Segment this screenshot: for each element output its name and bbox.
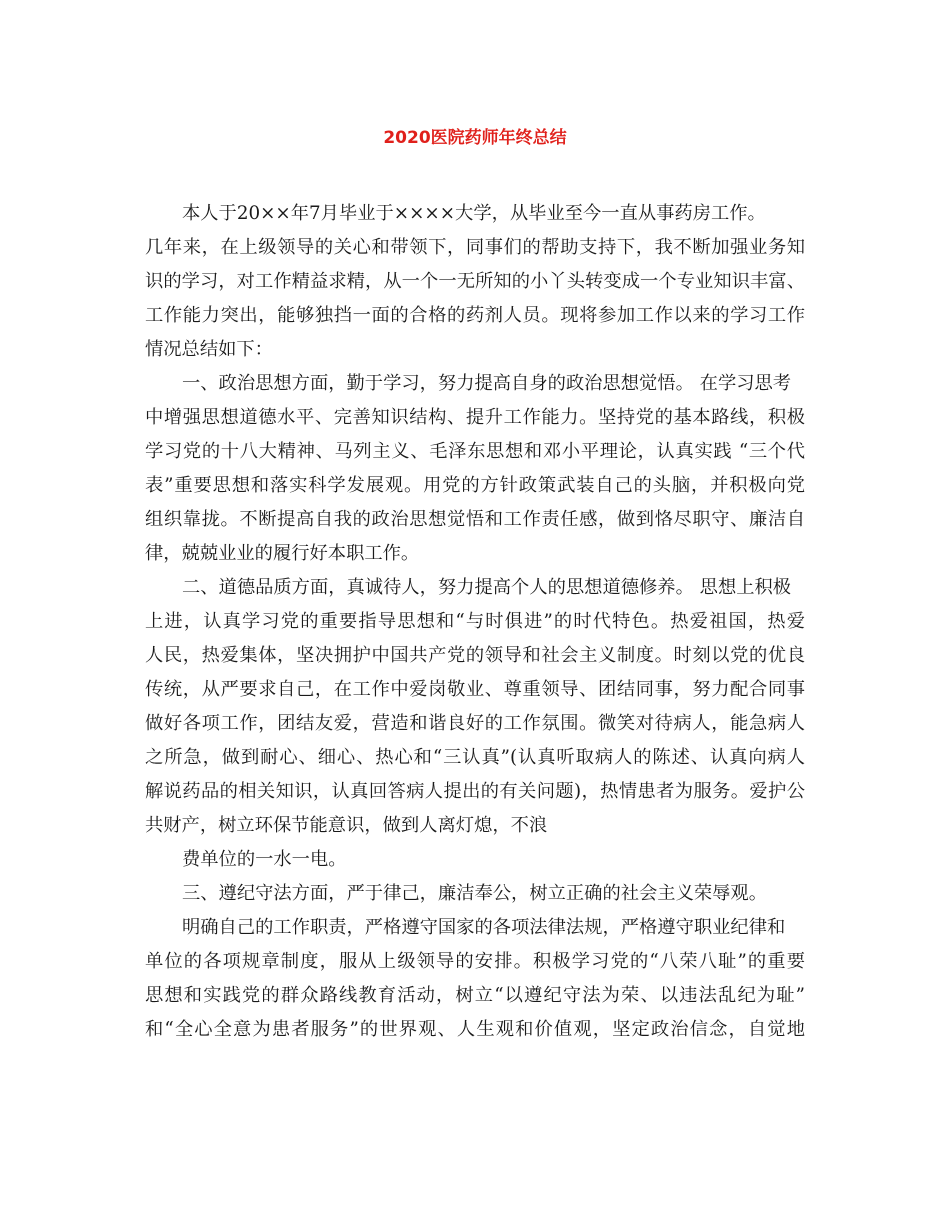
paragraph-line: 单位的各项规章制度，服从上级领导的安排。积极学习党的“八荣八耻”的重要 (145, 951, 805, 972)
paragraph-line: 二、道德品质方面，真诚待人，努力提高个人的思想道德修养。 思想上积极 (182, 577, 792, 598)
paragraph-line: 识的学习，对工作精益求精，从一个一无所知的小丫头转变成一个专业知识丰富、 (145, 271, 805, 292)
paragraph-line: 上进，认真学习党的重要指导思想和“与时俱进”的时代特色。热爱祖国，热爱 (145, 611, 805, 632)
paragraph-line: 人民，热爱集体，坚决拥护中国共产党的领导和社会主义制度。时刻以党的优良 (145, 645, 805, 666)
paragraph-line: 做好各项工作，团结友爱，营造和谐良好的工作氛围。微笑对待病人，能急病人 (145, 713, 805, 734)
paragraph-line: 中增强思想道德水平、完善知识结构、提升工作能力。坚持党的基本路线，积极 (145, 407, 805, 428)
paragraph-line: 思想和实践党的群众路线教育活动，树立“以遵纪守法为荣、以违法乱纪为耻” (145, 985, 805, 1006)
paragraph-line: 表”重要思想和落实科学发展观。用党的方针政策武装自己的头脑，并积极向党 (145, 475, 805, 496)
paragraph-line: 几年来，在上级领导的关心和带领下，同事们的帮助支持下，我不断加强业务知 (145, 237, 805, 258)
paragraph-line: 本人于20××年7月毕业于××××大学，从毕业至今一直从事药房工作。 (182, 203, 766, 224)
paragraph-line: 一、政治思想方面，勤于学习，努力提高自身的政治思想觉悟。 在学习思考 (182, 373, 792, 394)
paragraph-line: 情况总结如下： (145, 339, 273, 360)
document-body (145, 197, 805, 1047)
paragraph-line: 共财产，树立环保节能意识，做到人离灯熄，不浪 (145, 815, 548, 836)
paragraph-line: 明确自己的工作职责，严格遵守国家的各项法律法规，严格遵守职业纪律和 (182, 917, 786, 938)
paragraph-line: 组织靠拢。不断提高自我的政治思想觉悟和工作责任感，做到恪尽职守、廉洁自 (145, 509, 805, 530)
paragraph-line: 之所急，做到耐心、细心、热心和“三认真”(认真听取病人的陈述、认真向病人 (145, 747, 805, 768)
document-title: 2020医院药师年终总结 (383, 128, 567, 148)
paragraph-line: 律，兢兢业业的履行好本职工作。 (145, 543, 420, 564)
paragraph-line: 传统，从严要求自己，在工作中爱岗敬业、尊重领导、团结同事，努力配合同事 (145, 679, 805, 700)
paragraph-line: 和“全心全意为患者服务”的世界观、人生观和价值观，坚定政治信念，自觉地 (145, 1019, 805, 1040)
paragraph-line: 解说药品的相关知识，认真回答病人提出的有关问题)，热情患者为服务。爱护公 (145, 781, 805, 802)
paragraph-line: 学习党的十八大精神、马列主义、毛泽东思想和邓小平理论，认真实践 “三个代 (145, 441, 805, 462)
paragraph-line: 三、遵纪守法方面，严于律己，廉洁奉公，树立正确的社会主义荣辱观。 (182, 883, 767, 904)
paragraph-line: 工作能力突出，能够独挡一面的合格的药剂人员。现将参加工作以来的学习工作 (145, 305, 805, 326)
paragraph-line: 费单位的一水一电。 (182, 849, 347, 870)
